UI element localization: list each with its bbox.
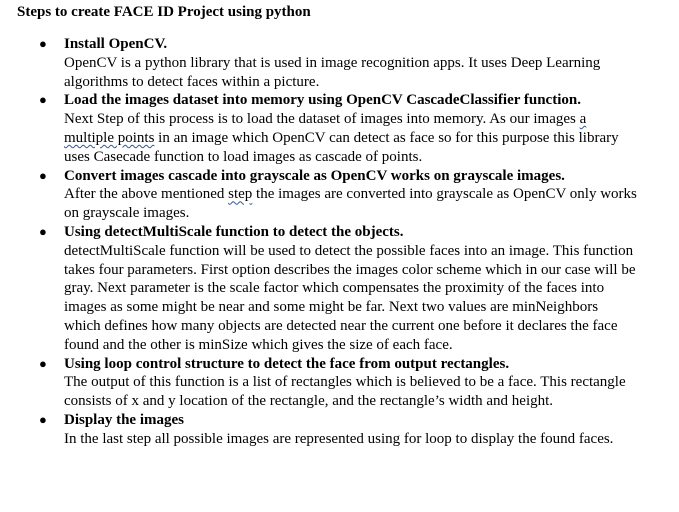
step-body-text: the images are converted into grayscale as OpenCV only works on grayscale images.	[64, 186, 637, 222]
step-body-text: Next Step of this process is to load the dataset of images into memory. As our images	[64, 111, 580, 128]
document-title: Steps to create FACE ID Project using python	[17, 4, 311, 20]
step-body	[64, 110, 637, 166]
bullet-icon: ●	[39, 411, 47, 427]
step-body: In the last step all possible images are represented using for loop to display the found faces.	[64, 430, 614, 447]
step-body	[64, 185, 637, 223]
bullet-icon: ●	[39, 223, 47, 239]
step-heading: Load the images dataset into memory using OpenCV CascadeClassifier function.	[64, 92, 581, 109]
bullet-icon: ●	[39, 167, 47, 183]
list-item	[17, 223, 637, 355]
list-item	[17, 35, 637, 91]
grammar-flag[interactable]: step	[228, 186, 253, 203]
step-body-text: After the above mentioned	[64, 186, 229, 203]
list-item	[17, 167, 637, 223]
step-body: The output of this function is a list of rectangles which is believed to be a face. This rectangle consists of x and y location of the rectangle, and the rectangle’s width and height.	[64, 374, 626, 410]
step-body: OpenCV is a python library that is used in image recognition apps. It uses Deep Learning algorithms to detect faces within a picture.	[64, 54, 601, 90]
steps-list	[17, 35, 679, 449]
step-heading: Convert images cascade into grayscale as OpenCV works on grayscale images.	[64, 167, 565, 184]
step-heading: Install OpenCV.	[64, 36, 168, 52]
step-body: detectMultiScale function will be used to detect the possible faces into an image. This function takes four parameters. First option describes the images color scheme which in our case will be gray. Next parameter is the scale factor which compensates the proximity of the faces into images as some might be near and some might be far. Next two values are minNeighbors which defines how many objects are detected near the current one before it declares the face found and the other is minSize which gives the size of each face.	[64, 242, 636, 353]
step-body-text: in an image which OpenCV can detect as face so for this purpose this library uses Casecade function to load images as cascade of points.	[64, 129, 619, 165]
grammar-flag[interactable]: a multiple points	[64, 111, 587, 146]
list-item	[17, 91, 637, 166]
list-item	[17, 355, 637, 411]
bullet-icon: ●	[39, 36, 47, 51]
step-heading: Using loop control structure to detect the face from output rectangles.	[64, 355, 510, 372]
step-heading: Display the images	[64, 411, 184, 428]
list-item	[17, 411, 637, 449]
bullet-icon: ●	[39, 92, 47, 108]
bullet-icon: ●	[39, 355, 47, 371]
step-heading: Using detectMultiScale function to detect the objects.	[64, 223, 404, 240]
